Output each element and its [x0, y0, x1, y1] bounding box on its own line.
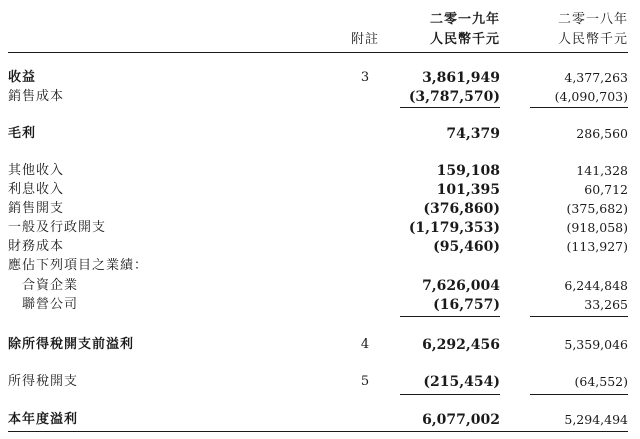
row-profit-for-year-2018: 5,294,494 — [564, 412, 628, 427]
header-2018-year: 二零一八年 — [557, 12, 628, 27]
row-joint-ventures-2018: 6,244,848 — [564, 278, 628, 293]
row-joint-ventures-2019: 7,626,004 — [422, 278, 500, 294]
header-2019-unit: 人民幣千元 — [429, 32, 500, 47]
row-selling-expenses-label: 銷售開支 — [8, 201, 65, 216]
row-selling-expenses-2018: (375,682) — [566, 201, 628, 216]
row-gross-profit-2018: 286,560 — [576, 126, 628, 141]
row-revenue-2018: 4,377,263 — [564, 70, 628, 85]
row-gross-profit-label: 毛利 — [8, 126, 37, 141]
row-profit-before-tax-2019: 6,292,456 — [422, 337, 500, 353]
row-other-income-2019: 159,108 — [436, 163, 500, 179]
row-profit-before-tax-label: 除所得稅開支前溢利 — [8, 337, 135, 352]
header-note: 附註 — [350, 32, 379, 47]
header-2018-unit: 人民幣千元 — [557, 32, 628, 47]
row-profit-before-tax-2018: 5,359,046 — [564, 337, 628, 352]
row-interest-income-label: 利息收入 — [8, 182, 65, 197]
row-share-of-results-label: 應佔下列項目之業績： — [8, 258, 149, 273]
row-income-tax-2019: (215,454) — [423, 374, 500, 390]
row-finance-costs-2018: (113,927) — [566, 239, 628, 254]
row-finance-costs-label: 財務成本 — [8, 239, 65, 254]
row-selling-expenses-2019: (376,860) — [423, 201, 500, 217]
row-revenue-2019: 3,861,949 — [422, 70, 500, 86]
bottom-rule — [8, 431, 628, 432]
subtotal-rule-2019 — [400, 107, 500, 108]
row-interest-income-2019: 101,395 — [436, 182, 500, 198]
header-rule — [8, 52, 628, 53]
row-associates-2019: (16,757) — [433, 297, 500, 313]
row-interest-income-2018: 60,712 — [584, 182, 628, 197]
row-income-tax-2018: (64,552) — [574, 374, 628, 389]
row-cost-of-sales-label: 銷售成本 — [8, 89, 65, 104]
row-revenue-label: 收益 — [8, 70, 37, 85]
header-2019-year: 二零一九年 — [429, 12, 500, 27]
subtotal-rule-2018 — [530, 107, 628, 108]
row-cost-of-sales-2018: (4,090,703) — [554, 89, 628, 104]
row-profit-before-tax-note: 4 — [360, 337, 370, 352]
row-revenue-note: 3 — [360, 70, 370, 85]
row-other-income-2018: 141,328 — [576, 163, 628, 178]
row-finance-costs-2019: (95,460) — [433, 239, 500, 255]
row-admin-expenses-label: 一般及行政開支 — [8, 220, 107, 235]
subtotal-rule-2019-b — [400, 316, 500, 317]
row-associates-label: 聯營公司 — [22, 297, 79, 312]
row-cost-of-sales-2019: (3,787,570) — [408, 89, 500, 105]
subtotal-rule-2018-c — [530, 394, 628, 395]
row-associates-2018: 33,265 — [584, 297, 628, 312]
row-profit-for-year-2019: 6,077,002 — [422, 412, 500, 428]
row-admin-expenses-2018: (918,058) — [566, 220, 628, 235]
row-income-tax-label: 所得稅開支 — [8, 374, 79, 389]
row-profit-for-year-label: 本年度溢利 — [8, 412, 79, 427]
row-admin-expenses-2019: (1,179,353) — [408, 220, 500, 236]
row-income-tax-note: 5 — [360, 374, 370, 389]
row-other-income-label: 其他收入 — [8, 163, 65, 178]
row-joint-ventures-label: 合資企業 — [22, 278, 79, 293]
subtotal-rule-2018-b — [530, 316, 628, 317]
subtotal-rule-2019-c — [400, 394, 500, 395]
row-gross-profit-2019: 74,379 — [446, 126, 500, 142]
